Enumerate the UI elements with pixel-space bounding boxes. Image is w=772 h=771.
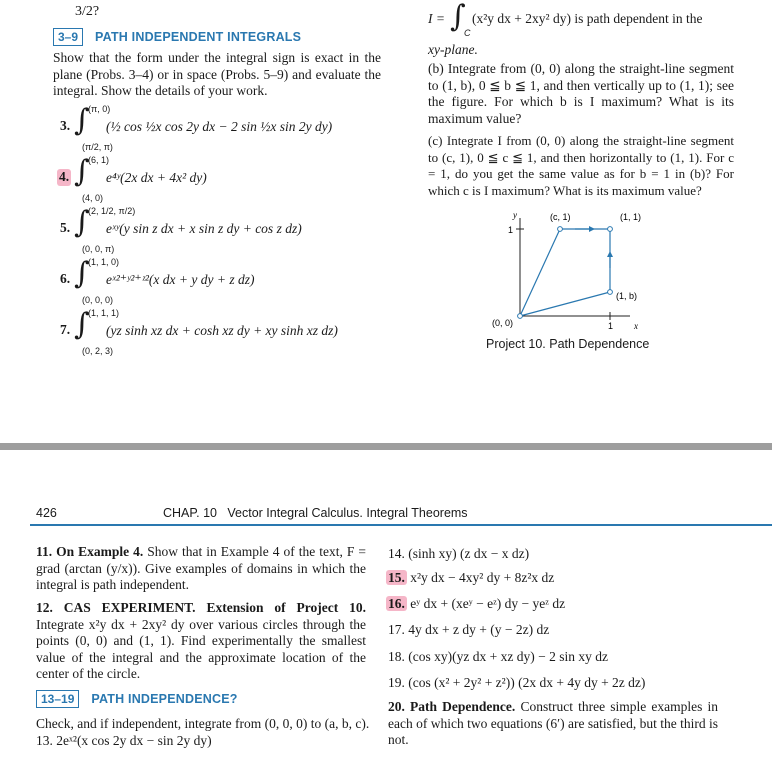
point-origin (518, 314, 523, 319)
problem-20-title: 20. Path Dependence. (388, 699, 516, 714)
integral-sign: ∫ (74, 103, 90, 138)
point-c1 (558, 227, 563, 232)
integral-lhs: I = (428, 11, 445, 26)
problem-13: 13. 2eˣ²(x cos 2y dx − sin 2y dy) (36, 733, 212, 748)
problem-11-title: 11. On Example 4. (36, 544, 144, 559)
label-c1: (c, 1) (550, 212, 571, 222)
check-instruction: Check, and if independent, integrate from (0, 0, 0) to (a, b, c). (36, 716, 370, 731)
problem-11 (36, 544, 366, 594)
integrand: (½ cos ½x cos 2y dx − 2 sin ½x sin 2y dy) (106, 119, 333, 134)
integrand: e⁴ʸ(2x dx + 4x² dy) (106, 170, 207, 185)
path-c (520, 229, 610, 316)
problem-number-highlighted: 4. (59, 169, 70, 184)
problem-number: 5. (60, 220, 71, 235)
lower-limit: (0, 0, 0) (82, 295, 114, 305)
axes (516, 218, 630, 320)
problem-17: 17. 4y dx + z dy + (y − 2z) dz (388, 622, 550, 637)
integral-contour: C (464, 28, 471, 38)
problem-16-number: 16. (388, 596, 405, 611)
integral-integrand: (x²y dx + 2xy² dy) is path dependent in the (472, 11, 703, 26)
segment-origin-to-c1 (520, 229, 560, 316)
problem-19: 19. (cos (x² + 2y² + z²)) (2x dx + 4y dy + 2z dz) (388, 675, 646, 690)
problem-4 (60, 155, 390, 205)
page-number: 426 (36, 506, 57, 520)
segment-origin-to-1b (520, 292, 610, 316)
xy-plane-text: xy-plane. (428, 42, 478, 57)
integral-sign: ∫ (74, 307, 90, 342)
point-1b (608, 290, 613, 295)
part-c: (c) Integrate I from (0, 0) along the straight-line segment to (c, 1), 0 ≦ c ≦ 1, and then horizontally to (1, 1). For c = 1, do you get the same value as for b = 1 in (b)? For which c is I maximum? What is its maximum value? (428, 133, 734, 198)
problem-11-text: Show that in Example 4 of the text, F = grad (arctan (y/x)). Give examples of domains in which the integral is path independent. (36, 544, 367, 592)
header-rule (30, 524, 772, 526)
path-dependence-figure (480, 208, 660, 333)
problem-20 (388, 699, 718, 749)
figure-caption: Project 10. Path Dependence (486, 337, 650, 351)
problem-16-expr: eʸ dx + (xeʸ − eᶻ) dy − yeᶻ dz (406, 596, 566, 611)
problem-15-expr: x²y dx − 4xy² dy + 8z²x dz (406, 570, 555, 585)
problem-18: 18. (cos xy)(yz dx + xz dy) − 2 sin xy dz (388, 649, 608, 664)
problem-12-text: Integrate x²y dx + 2xy² dy over various circles through the points (0, 0) and (1, 1). Find experimentally the smallest value of the integral and the approximate location of the center of the circle. (36, 616, 366, 681)
problem-6 (60, 257, 390, 307)
section-title: PATH INDEPENDENT INTEGRALS (95, 30, 302, 44)
problem-7 (60, 308, 390, 358)
problem-16 (386, 596, 565, 613)
integral-sign: ∫ (74, 256, 90, 291)
upper-limit: (2, 1/2, π/2) (88, 206, 136, 216)
section-heading-13-19 (36, 690, 238, 708)
integral-sign: ∫ (74, 154, 90, 189)
integrand: (yz sinh xz dx + cosh xz dy + xy sinh xz dz) (106, 323, 338, 338)
integrand: eˣ²⁺ʸ²⁺ᶻ²(x dx + y dy + z dz) (106, 272, 255, 287)
integral-sign: ∫ (450, 0, 466, 34)
integrand: eˣʸ(y sin z dx + x sin z dy + cos z dz) (106, 221, 302, 236)
upper-limit: (π, 0) (88, 104, 111, 114)
label-origin: (0, 0) (492, 318, 514, 328)
running-title: CHAP. 10 Vector Integral Calculus. Integral Theorems (163, 506, 468, 520)
integral-statement (428, 2, 748, 42)
problem-3 (60, 104, 390, 154)
problem-14: 14. (sinh xy) (z dx − x dz) (388, 546, 530, 561)
lower-limit: (4, 0) (82, 193, 104, 203)
problem-number: 6. (60, 271, 71, 286)
section-title: PATH INDEPENDENCE? (91, 692, 238, 706)
problem-15-number: 15. (388, 570, 405, 585)
section-label: 3–9 (53, 28, 83, 46)
label-1y: 1 (508, 225, 514, 235)
problem-15 (386, 570, 554, 587)
section-label: 13–19 (36, 690, 79, 708)
point-11 (608, 227, 613, 232)
left-fragment: 3/2? (75, 4, 100, 19)
problem-12 (36, 600, 366, 683)
lower-limit: (π/2, π) (82, 142, 113, 152)
section-intro: Show that the form under the integral sign is exact in the plane (Probs. 3–4) or in space (Probs. 5–9) and evaluate the integral. Show the details of your work. (53, 50, 381, 98)
upper-limit: (6, 1) (88, 155, 110, 165)
page-divider (0, 443, 772, 450)
path-b (520, 229, 610, 316)
problem-number: 7. (60, 322, 71, 337)
part-b: (b) Integrate from (0, 0) along the straight-line segment to (1, b), 0 ≦ b ≦ 1, and then vertically up to (1, 1); see the figure. For which b is I maximum? What is its maximum value? (428, 61, 734, 126)
label-1b: (1, b) (616, 291, 638, 301)
label-y: y (513, 210, 517, 220)
integral-sign: ∫ (74, 205, 90, 240)
lower-limit: (0, 0, π) (82, 244, 115, 254)
label-x: x (634, 321, 638, 331)
label-11: (1, 1) (620, 212, 642, 222)
problem-number: 3. (60, 118, 71, 133)
label-1x: 1 (608, 321, 614, 331)
problem-12-title: 12. CAS EXPERIMENT. Extension of Project 10. (36, 600, 366, 615)
upper-limit: (1, 1, 0) (88, 257, 120, 267)
problem-5 (60, 206, 390, 256)
lower-limit: (0, 2, 3) (82, 346, 114, 356)
upper-limit: (1, 1, 1) (88, 308, 120, 318)
section-heading-3-9 (53, 28, 301, 46)
problem-20-text: Construct three simple examples in each of which two equations (6′) are satisfied, but the third is not. (388, 699, 718, 747)
